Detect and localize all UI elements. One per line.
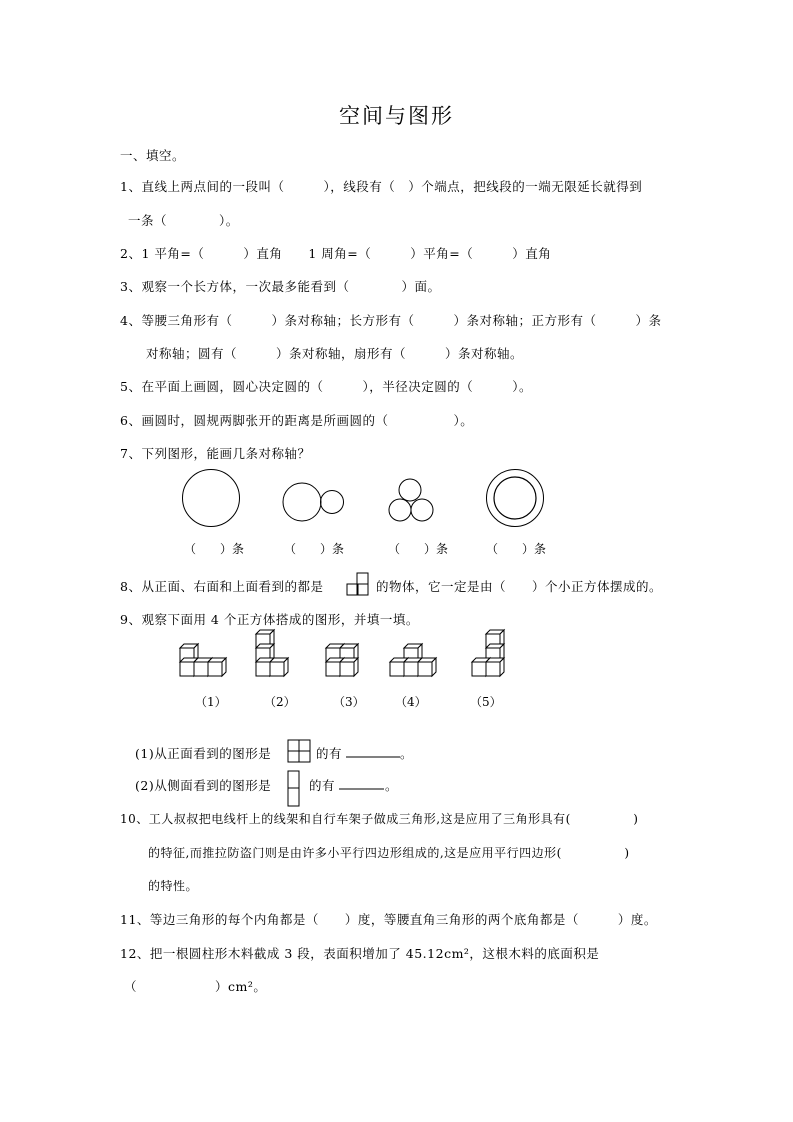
question-5: 5、在平面上画圆，圆心决定圆的（ ），半径决定圆的（ ）。 xyxy=(120,379,532,394)
cube-label-2: （2） xyxy=(264,695,296,709)
question-12-line-1: 12、把一根圆柱形木料截成 3 段，表面积增加了 45.12cm²，这根木料的底面积是 xyxy=(120,946,600,961)
q7-answer-2: （ ）条 xyxy=(284,542,345,556)
square-grid-view-icon xyxy=(287,739,311,763)
cube-figure-1 xyxy=(180,644,226,676)
cube-figure-5 xyxy=(472,630,504,676)
cube-label-3: （3） xyxy=(333,695,365,709)
question-10-line-1: 10、工人叔叔把电线杆上的线架和自行车架子做成三角形,这是应用了三角形具有( ) xyxy=(120,812,639,826)
q9-sub1-period: 。 xyxy=(400,746,414,761)
question-4-line-1: 4、等腰三角形有（ ）条对称轴；长方形有（ ）条对称轴；正方形有（ ）条 xyxy=(120,313,662,328)
q9-sub2-suffix: 的有 xyxy=(309,778,336,793)
question-6: 6、画圆时，圆规两脚张开的距离是所画圆的（ ）。 xyxy=(120,413,474,428)
cube-figure-2 xyxy=(256,630,288,676)
question-7: 7、下列图形，能画几条对称轴？ xyxy=(120,446,311,461)
question-9: 9、观察下面用 4 个正方体搭成的图形，并填一填。 xyxy=(120,612,419,627)
question-12-line-2: （ ）cm²。 xyxy=(124,979,267,994)
question-3: 3、观察一个长方体，一次最多能看到（ ）面。 xyxy=(120,279,441,294)
cube-figure-4 xyxy=(390,644,436,676)
q9-sub1-answer-line xyxy=(346,756,400,760)
q7-answer-4: （ ）条 xyxy=(486,542,547,556)
question-1-line-1: 1、直线上两点间的一段叫（ ），线段有（ ）个端点，把线段的一端无限延长就得到 xyxy=(120,179,643,194)
question-10-line-2: 的特征,而推拉防盗门则是由许多小平行四边形组成的,这是应用平行四边形( ) xyxy=(148,846,630,860)
question-10-line-3: 的特性。 xyxy=(148,879,199,893)
cube-figure-3 xyxy=(326,644,358,676)
question-8-prefix: 8、从正面、右面和上面看到的都是 xyxy=(120,579,324,594)
cube-label-5: （5） xyxy=(470,695,502,709)
cube-label-4: （4） xyxy=(395,695,427,709)
q9-sub2-prefix: (2)从侧面看到的图形是 xyxy=(135,778,272,793)
q9-sub1-prefix: (1)从正面看到的图形是 xyxy=(135,746,272,761)
question-1-line-2: 一条（ ）。 xyxy=(128,213,239,228)
q9-sub2-period: 。 xyxy=(385,778,399,793)
q9-sub2-answer-line xyxy=(339,788,384,792)
page-title: 空间与图形 xyxy=(339,104,454,128)
cube-label-1: （1） xyxy=(195,695,227,709)
q9-sub1-suffix: 的有 xyxy=(316,746,343,761)
question-2: 2、1 平角=（ ）直角 1 周角=（ ）平角=（ ）直角 xyxy=(120,246,552,261)
q7-answer-1: （ ）条 xyxy=(184,542,245,556)
question-4-line-2: 对称轴；圆有（ ）条对称轴，扇形有（ ）条对称轴。 xyxy=(146,346,524,361)
q7-answer-3: （ ）条 xyxy=(388,542,449,556)
question-11: 11、等边三角形的每个内角都是（ ）度，等腰直角三角形的两个底角都是（ ）度。 xyxy=(120,912,657,927)
section-heading: 一、填空。 xyxy=(120,148,186,163)
question-8-suffix: 的物体，它一定是由（ ）个小正方体摆成的。 xyxy=(376,579,663,594)
vertical-two-square-view-icon xyxy=(287,770,301,808)
